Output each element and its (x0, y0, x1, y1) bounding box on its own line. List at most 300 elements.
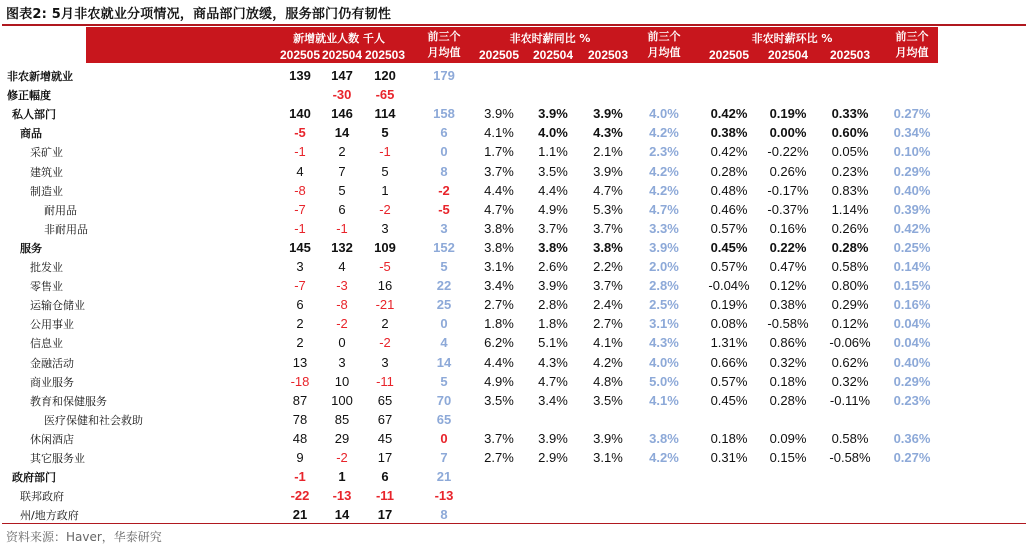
table-row (0, 486, 1030, 505)
employment-cell: 9 (296, 450, 304, 465)
employment-cell: -18 (290, 373, 310, 389)
header-mom-group: 非农时薪环比 % (751, 32, 833, 45)
wage-yoy-cell: 5.3% (593, 201, 623, 217)
wage-mom-avg-cell: 0.27% (893, 106, 931, 122)
employment-avg-cell: 8 (440, 507, 448, 523)
header-yoy-avg: 前三个 月均值 (647, 30, 681, 59)
wage-mom-cell: -0.06% (829, 335, 871, 351)
wage-yoy-cell: 3.9% (593, 106, 623, 122)
employment-cell: 5 (381, 125, 389, 141)
wage-mom-cell: 0.46% (710, 201, 748, 217)
employment-avg-cell: 0 (440, 430, 448, 446)
wage-yoy-cell: 1.1% (538, 144, 568, 160)
employment-cell: 17 (377, 450, 393, 465)
table-row (0, 333, 1030, 352)
wage-yoy-avg-cell: 4.2% (649, 450, 679, 465)
employment-cell: 16 (377, 278, 393, 294)
wage-yoy-cell: 1.8% (484, 316, 514, 332)
table-row (0, 66, 1030, 85)
wage-mom-cell: 0.60% (831, 125, 869, 141)
row-label: 信息业 (30, 337, 63, 351)
wage-mom-avg-cell: 0.42% (893, 220, 931, 236)
employment-cell: 147 (331, 68, 353, 83)
table-row (0, 181, 1030, 200)
table-row (0, 257, 1030, 276)
employment-cell: -1 (294, 220, 306, 236)
table-row (0, 85, 1030, 104)
wage-mom-cell: 0.19% (769, 106, 807, 122)
wage-yoy-cell: 3.9% (538, 278, 568, 294)
header-mom-period-2: 202504 (767, 48, 809, 62)
wage-mom-avg-cell: 0.25% (893, 239, 931, 255)
wage-mom-cell: 0.12% (769, 278, 807, 294)
wage-yoy-cell: 4.8% (593, 373, 623, 389)
employment-cell: 2 (296, 335, 304, 351)
employment-cell: 45 (377, 430, 393, 446)
wage-mom-cell: 0.38% (710, 125, 748, 141)
employment-cell: 2 (381, 316, 389, 332)
wage-yoy-cell: 2.1% (593, 144, 623, 160)
employment-cell: -7 (294, 201, 306, 217)
header-yoy-period-3: 202503 (587, 48, 629, 62)
wage-mom-cell: 0.57% (710, 259, 748, 274)
wage-yoy-cell: 2.6% (538, 259, 568, 274)
header-emp-period-2: 202504 (321, 48, 363, 62)
wage-mom-cell: 0.86% (769, 335, 807, 351)
employment-cell: 4 (296, 163, 304, 179)
wage-yoy-cell: 3.8% (538, 239, 568, 255)
employment-cell: 10 (334, 373, 350, 389)
employment-avg-cell: 25 (436, 297, 452, 313)
employment-cell: 3 (296, 259, 304, 274)
wage-mom-cell: -0.04% (708, 278, 750, 294)
wage-yoy-cell: 1.7% (484, 144, 514, 160)
header-yoy-group: 非农时薪同比 % (509, 32, 591, 45)
header-emp-period-3: 202503 (364, 48, 406, 62)
wage-yoy-avg-cell: 4.7% (649, 201, 679, 217)
wage-yoy-avg-cell: 2.0% (649, 259, 679, 274)
employment-avg-cell: 179 (433, 68, 455, 83)
wage-yoy-avg-cell: 4.3% (649, 335, 679, 351)
wage-yoy-avg-cell: 4.0% (649, 354, 679, 370)
wage-mom-cell: 0.66% (710, 354, 748, 370)
header-employment-group: 新增就业人数 千人 (293, 32, 385, 45)
employment-cell: 65 (377, 392, 393, 408)
wage-mom-cell: 0.28% (769, 392, 807, 408)
wage-yoy-cell: 2.9% (538, 450, 568, 465)
wage-yoy-cell: 4.0% (538, 125, 568, 141)
wage-yoy-cell: 2.7% (484, 297, 514, 313)
employment-cell: -1 (294, 144, 306, 160)
employment-cell: 87 (292, 392, 308, 408)
header-yoy-period-1: 202505 (478, 48, 520, 62)
row-label: 制造业 (30, 184, 63, 198)
employment-cell: 145 (289, 239, 311, 255)
wage-yoy-cell: 2.2% (593, 259, 623, 274)
table-row (0, 353, 1030, 372)
wage-mom-cell: 0.48% (710, 182, 748, 198)
wage-mom-cell: 0.62% (831, 354, 869, 370)
employment-cell: 4 (338, 259, 346, 274)
table-row (0, 219, 1030, 238)
wage-mom-cell: 0.31% (710, 450, 748, 465)
header-yoy-period-2: 202504 (532, 48, 574, 62)
wage-mom-cell: 0.26% (831, 220, 869, 236)
header-mom-period-1: 202505 (708, 48, 750, 62)
employment-cell: -2 (336, 316, 348, 332)
wage-yoy-cell: 3.9% (538, 430, 568, 446)
wage-mom-cell: 0.26% (769, 163, 807, 179)
table-row (0, 123, 1030, 142)
employment-cell: 6 (338, 201, 346, 217)
figure-title: 图表2: 5月非农就业分项情况，商品部门放缓，服务部门仍有韧性 (6, 7, 392, 22)
table-row (0, 429, 1030, 448)
wage-mom-cell: 0.58% (831, 259, 869, 274)
wage-yoy-avg-cell: 4.2% (649, 182, 679, 198)
wage-mom-avg-cell: 0.29% (893, 373, 931, 389)
employment-cell: -13 (332, 488, 352, 504)
wage-mom-avg-cell: 0.27% (893, 450, 931, 465)
row-label: 公用事业 (30, 318, 74, 332)
employment-cell: 21 (292, 507, 308, 523)
employment-cell: 67 (377, 411, 393, 427)
employment-avg-cell: 22 (436, 278, 452, 294)
employment-avg-cell: -2 (438, 182, 450, 198)
wage-mom-cell: 0.38% (769, 297, 807, 313)
employment-avg-cell: 4 (440, 335, 448, 351)
wage-yoy-avg-cell: 3.8% (649, 430, 679, 446)
employment-cell: -2 (336, 450, 348, 465)
employment-cell: -2 (379, 201, 391, 217)
employment-cell: -65 (375, 87, 395, 103)
table-row (0, 238, 1030, 257)
employment-cell: 109 (374, 239, 396, 255)
row-label: 运输仓储业 (30, 299, 85, 313)
wage-yoy-cell: 4.3% (593, 125, 623, 141)
table-row (0, 391, 1030, 410)
row-label: 政府部门 (12, 471, 56, 485)
employment-cell: 114 (374, 106, 396, 122)
header-emp-period-1: 202505 (279, 48, 321, 62)
row-label: 教育和保健服务 (30, 394, 107, 408)
wage-mom-cell: 0.42% (710, 106, 748, 122)
employment-cell: 13 (292, 354, 308, 370)
employment-avg-cell: 3 (440, 220, 448, 236)
wage-yoy-avg-cell: 5.0% (649, 373, 679, 389)
employment-avg-cell: 8 (440, 163, 448, 179)
wage-yoy-cell: 3.9% (484, 106, 514, 122)
table-row (0, 372, 1030, 391)
employment-cell: 6 (296, 297, 304, 313)
wage-mom-avg-cell: 0.23% (893, 392, 931, 408)
wage-mom-cell: 1.31% (710, 335, 748, 351)
wage-mom-cell: 0.32% (769, 354, 807, 370)
wage-yoy-cell: 3.8% (593, 239, 623, 255)
bottom-rule (2, 523, 1026, 524)
wage-yoy-avg-cell: 4.1% (649, 392, 679, 408)
wage-mom-avg-cell: 0.40% (893, 354, 931, 370)
row-label: 州/地方政府 (20, 509, 79, 523)
wage-yoy-cell: 3.8% (484, 220, 514, 236)
wage-yoy-cell: 3.7% (484, 430, 514, 446)
wage-yoy-cell: 4.7% (593, 182, 623, 198)
row-label: 耐用品 (44, 203, 77, 217)
wage-yoy-cell: 4.1% (593, 335, 623, 351)
wage-mom-avg-cell: 0.36% (893, 430, 931, 446)
wage-yoy-cell: 3.4% (484, 278, 514, 294)
table-row (0, 295, 1030, 314)
wage-mom-cell: 0.18% (710, 430, 748, 446)
wage-yoy-cell: 3.9% (593, 163, 623, 179)
employment-cell: 2 (338, 144, 346, 160)
employment-avg-cell: 5 (440, 373, 448, 389)
employment-cell: -11 (376, 373, 394, 389)
wage-mom-cell: 0.19% (710, 297, 748, 313)
row-label: 商业服务 (30, 375, 74, 389)
table-row (0, 104, 1030, 123)
wage-mom-cell: 0.45% (710, 392, 748, 408)
wage-mom-avg-cell: 0.10% (893, 144, 931, 160)
wage-mom-cell: 0.58% (831, 430, 869, 446)
table-row (0, 505, 1030, 524)
wage-yoy-cell: 5.1% (538, 335, 568, 351)
row-label: 非耐用品 (44, 222, 88, 236)
employment-avg-cell: -13 (434, 488, 454, 504)
employment-cell: -1 (379, 144, 391, 160)
employment-cell: 146 (331, 106, 353, 122)
employment-cell: 140 (289, 106, 311, 122)
wage-yoy-avg-cell: 2.8% (649, 278, 679, 294)
row-label: 修正幅度 (7, 89, 51, 103)
employment-cell: 132 (331, 239, 353, 255)
employment-cell: -1 (294, 469, 306, 485)
employment-cell: -30 (332, 87, 352, 103)
wage-mom-cell: -0.17% (767, 182, 809, 198)
table-row (0, 200, 1030, 219)
title-rule (2, 24, 1026, 26)
wage-yoy-avg-cell: 2.5% (649, 297, 679, 313)
wage-yoy-cell: 4.1% (484, 125, 514, 141)
wage-mom-cell: 0.29% (831, 297, 869, 313)
wage-yoy-cell: 1.8% (538, 316, 568, 332)
employment-cell: -3 (336, 278, 348, 294)
wage-mom-cell: 0.15% (769, 450, 807, 465)
employment-avg-cell: 5 (440, 259, 448, 274)
wage-yoy-cell: 2.7% (593, 316, 623, 332)
table-row (0, 314, 1030, 333)
wage-mom-cell: 0.47% (769, 259, 807, 274)
row-label: 私人部门 (12, 108, 56, 122)
wage-yoy-cell: 3.9% (593, 430, 623, 446)
wage-mom-cell: -0.37% (767, 201, 809, 217)
row-label: 批发业 (30, 261, 63, 274)
wage-mom-avg-cell: 0.04% (893, 335, 931, 351)
employment-cell: 100 (331, 392, 353, 408)
wage-yoy-cell: 3.7% (593, 220, 623, 236)
row-label: 建筑业 (30, 165, 63, 179)
employment-cell: 5 (381, 163, 389, 179)
wage-yoy-cell: 3.1% (484, 259, 514, 274)
employment-cell: 5 (338, 182, 346, 198)
wage-mom-cell: 1.14% (831, 201, 869, 217)
wage-mom-cell: -0.22% (767, 144, 809, 160)
wage-mom-avg-cell: 0.15% (893, 278, 931, 294)
wage-yoy-cell: 4.7% (538, 373, 568, 389)
table-row (0, 276, 1030, 295)
wage-mom-cell: 0.28% (831, 239, 869, 255)
wage-yoy-cell: 2.7% (484, 450, 514, 465)
employment-cell: 3 (381, 354, 389, 370)
wage-yoy-avg-cell: 2.3% (649, 144, 679, 160)
header-emp-avg: 前三个 月均值 (427, 30, 461, 59)
wage-yoy-cell: 3.7% (593, 278, 623, 294)
wage-mom-cell: -0.11% (829, 392, 871, 408)
wage-mom-cell: 0.42% (710, 144, 748, 160)
employment-avg-cell: 65 (436, 411, 452, 427)
row-label: 其它服务业 (30, 452, 85, 465)
wage-yoy-cell: 4.3% (538, 354, 568, 370)
wage-mom-cell: 0.45% (710, 239, 748, 255)
employment-cell: 120 (374, 68, 396, 83)
wage-mom-cell: 0.16% (769, 220, 807, 236)
wage-mom-cell: 0.12% (831, 316, 869, 332)
employment-cell: -8 (336, 297, 348, 313)
employment-avg-cell: 7 (440, 450, 448, 465)
employment-avg-cell: 14 (436, 354, 452, 370)
wage-mom-avg-cell: 0.04% (893, 316, 931, 332)
employment-avg-cell: 21 (436, 469, 452, 485)
table-row (0, 162, 1030, 181)
wage-mom-cell: 0.08% (710, 316, 748, 332)
wage-mom-cell: 0.80% (831, 278, 869, 294)
employment-cell: -22 (290, 488, 310, 504)
employment-cell: -8 (294, 182, 306, 198)
table-row (0, 448, 1030, 467)
employment-cell: 17 (377, 507, 393, 523)
wage-yoy-avg-cell: 3.9% (649, 239, 679, 255)
wage-yoy-cell: 4.4% (538, 182, 568, 198)
wage-mom-cell: -0.58% (767, 316, 809, 332)
source-note: 资料来源：Haver，华泰研究 (6, 530, 162, 544)
table-row (0, 142, 1030, 161)
row-label: 休闲酒店 (30, 432, 74, 446)
wage-yoy-cell: 3.4% (538, 392, 568, 408)
wage-yoy-avg-cell: 4.0% (649, 106, 679, 122)
wage-mom-avg-cell: 0.29% (893, 163, 931, 179)
wage-yoy-avg-cell: 4.2% (649, 163, 679, 179)
wage-yoy-cell: 3.5% (484, 392, 514, 408)
employment-cell: 48 (292, 430, 308, 446)
wage-yoy-cell: 3.9% (538, 106, 568, 122)
employment-cell: 29 (334, 430, 350, 446)
row-label: 医疗保健和社会救助 (44, 413, 143, 427)
wage-yoy-cell: 4.7% (484, 201, 514, 217)
wage-yoy-cell: 3.7% (538, 220, 568, 236)
employment-cell: 14 (334, 507, 350, 523)
wage-mom-cell: 0.00% (769, 125, 807, 141)
employment-avg-cell: -5 (438, 201, 450, 217)
employment-cell: 139 (289, 68, 311, 83)
row-label: 零售业 (30, 280, 63, 294)
wage-yoy-cell: 3.5% (593, 392, 623, 408)
wage-mom-cell: 0.18% (769, 373, 807, 389)
row-label: 采矿业 (30, 146, 63, 160)
employment-cell: -1 (336, 220, 348, 236)
wage-mom-avg-cell: 0.14% (893, 259, 931, 274)
wage-yoy-cell: 4.9% (538, 201, 568, 217)
wage-yoy-cell: 2.4% (593, 297, 623, 313)
wage-mom-avg-cell: 0.34% (893, 125, 931, 141)
row-label: 联邦政府 (20, 490, 64, 504)
wage-mom-avg-cell: 0.16% (893, 297, 931, 313)
wage-yoy-avg-cell: 3.3% (649, 220, 679, 236)
wage-mom-avg-cell: 0.39% (893, 201, 931, 217)
wage-mom-cell: -0.58% (829, 450, 871, 465)
employment-avg-cell: 0 (440, 144, 448, 160)
employment-cell: 1 (338, 469, 346, 485)
employment-avg-cell: 158 (433, 106, 455, 122)
table-header (86, 27, 938, 63)
wage-mom-cell: 0.05% (831, 144, 869, 160)
wage-yoy-cell: 4.4% (484, 354, 514, 370)
employment-avg-cell: 152 (433, 239, 455, 255)
wage-yoy-cell: 4.9% (484, 373, 514, 389)
wage-yoy-cell: 6.2% (484, 335, 514, 351)
table-row (0, 467, 1030, 486)
wage-yoy-avg-cell: 3.1% (649, 316, 679, 332)
wage-mom-cell: 0.57% (710, 373, 748, 389)
wage-mom-cell: 0.32% (831, 373, 869, 389)
employment-cell: -11 (375, 488, 395, 504)
wage-mom-cell: 0.09% (769, 430, 807, 446)
table-row (0, 410, 1030, 429)
employment-cell: 78 (292, 411, 308, 427)
row-label: 商品 (20, 127, 42, 141)
employment-cell: -5 (379, 259, 391, 274)
wage-mom-cell: 0.28% (710, 163, 748, 179)
employment-cell: 3 (381, 220, 389, 236)
wage-yoy-cell: 3.5% (538, 163, 568, 179)
wage-yoy-cell: 2.8% (538, 297, 568, 313)
row-label: 金融活动 (30, 356, 74, 370)
employment-cell: -21 (375, 297, 395, 313)
employment-cell: 7 (338, 163, 346, 179)
employment-cell: 1 (381, 182, 389, 198)
employment-cell: 85 (334, 411, 350, 427)
employment-cell: 6 (381, 469, 389, 485)
employment-cell: 14 (334, 125, 350, 141)
employment-cell: -5 (294, 125, 306, 141)
wage-yoy-cell: 4.2% (593, 354, 623, 370)
wage-mom-avg-cell: 0.40% (893, 182, 931, 198)
wage-mom-cell: 0.83% (831, 182, 869, 198)
row-label: 服务 (20, 241, 42, 255)
header-mom-avg: 前三个 月均值 (895, 30, 929, 59)
wage-yoy-cell: 3.7% (484, 163, 514, 179)
wage-yoy-cell: 3.8% (484, 239, 514, 255)
employment-cell: -2 (379, 335, 391, 351)
wage-yoy-cell: 3.1% (593, 450, 623, 465)
employment-cell: 2 (296, 316, 304, 332)
employment-avg-cell: 70 (436, 392, 452, 408)
employment-cell: 3 (338, 354, 346, 370)
employment-cell: -7 (294, 278, 306, 294)
employment-avg-cell: 0 (440, 316, 448, 332)
employment-cell: 0 (338, 335, 346, 351)
wage-mom-cell: 0.57% (710, 220, 748, 236)
employment-avg-cell: 6 (440, 125, 448, 141)
wage-yoy-avg-cell: 4.2% (649, 125, 679, 141)
